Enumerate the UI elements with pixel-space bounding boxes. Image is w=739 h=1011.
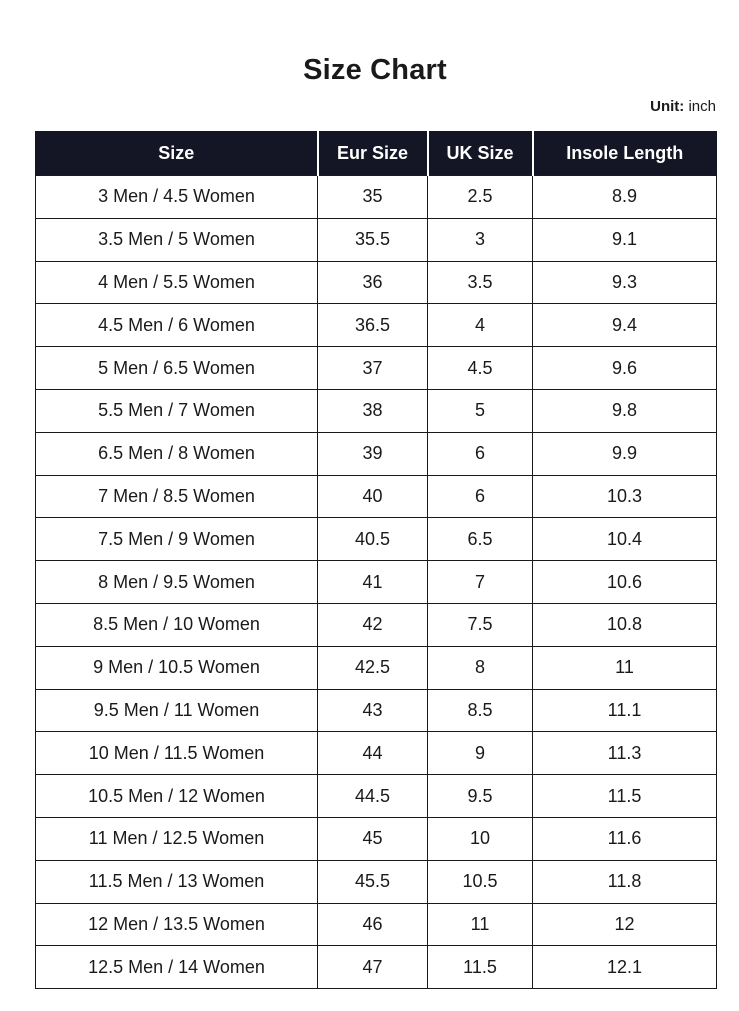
cell-insole-length: 9.6 (533, 347, 717, 390)
cell-eur-size: 43 (318, 689, 428, 732)
size-chart-table (35, 131, 717, 989)
table-row (36, 261, 717, 304)
cell-eur-size: 36.5 (318, 304, 428, 347)
cell-uk-size: 4 (428, 304, 533, 347)
table-row (36, 518, 717, 561)
cell-eur-size: 42 (318, 603, 428, 646)
header-insole-length: Insole Length (533, 132, 717, 176)
table-header-row (36, 132, 717, 176)
cell-insole-length: 11.3 (533, 732, 717, 775)
cell-size: 8.5 Men / 10 Women (36, 603, 318, 646)
cell-insole-length: 11.5 (533, 775, 717, 818)
cell-size: 12.5 Men / 14 Women (36, 946, 318, 989)
cell-uk-size: 8 (428, 646, 533, 689)
cell-insole-length: 10.6 (533, 561, 717, 604)
cell-eur-size: 47 (318, 946, 428, 989)
cell-insole-length: 11.6 (533, 817, 717, 860)
cell-size: 6.5 Men / 8 Women (36, 432, 318, 475)
cell-eur-size: 45 (318, 817, 428, 860)
cell-size: 11.5 Men / 13 Women (36, 860, 318, 903)
cell-insole-length: 8.9 (533, 176, 717, 219)
cell-size: 10 Men / 11.5 Women (36, 732, 318, 775)
cell-uk-size: 6 (428, 432, 533, 475)
cell-insole-length: 9.3 (533, 261, 717, 304)
cell-uk-size: 7.5 (428, 603, 533, 646)
cell-uk-size: 9 (428, 732, 533, 775)
table-row (36, 732, 717, 775)
table-row (36, 775, 717, 818)
cell-uk-size: 2.5 (428, 176, 533, 219)
cell-eur-size: 42.5 (318, 646, 428, 689)
cell-uk-size: 8.5 (428, 689, 533, 732)
cell-eur-size: 44 (318, 732, 428, 775)
cell-eur-size: 40.5 (318, 518, 428, 561)
header-size: Size (36, 132, 318, 176)
unit-label: Unit: (650, 98, 685, 115)
cell-size: 3 Men / 4.5 Women (36, 176, 318, 219)
cell-size: 3.5 Men / 5 Women (36, 218, 318, 261)
cell-uk-size: 4.5 (428, 347, 533, 390)
table-row (36, 946, 717, 989)
cell-eur-size: 44.5 (318, 775, 428, 818)
cell-eur-size: 46 (318, 903, 428, 946)
table-row (36, 347, 717, 390)
cell-uk-size: 6.5 (428, 518, 533, 561)
cell-insole-length: 10.3 (533, 475, 717, 518)
table-row (36, 860, 717, 903)
cell-size: 7 Men / 8.5 Women (36, 475, 318, 518)
cell-size: 9 Men / 10.5 Women (36, 646, 318, 689)
header-eur-size: Eur Size (318, 132, 428, 176)
cell-uk-size: 3 (428, 218, 533, 261)
cell-size: 4.5 Men / 6 Women (36, 304, 318, 347)
cell-size: 7.5 Men / 9 Women (36, 518, 318, 561)
cell-uk-size: 5 (428, 389, 533, 432)
cell-uk-size: 10 (428, 817, 533, 860)
table-row (36, 389, 717, 432)
table-row (36, 646, 717, 689)
cell-insole-length: 10.4 (533, 518, 717, 561)
cell-size: 4 Men / 5.5 Women (36, 261, 318, 304)
cell-insole-length: 12.1 (533, 946, 717, 989)
table-row (36, 218, 717, 261)
cell-insole-length: 9.9 (533, 432, 717, 475)
cell-size: 12 Men / 13.5 Women (36, 903, 318, 946)
cell-eur-size: 36 (318, 261, 428, 304)
cell-eur-size: 38 (318, 389, 428, 432)
cell-eur-size: 39 (318, 432, 428, 475)
cell-uk-size: 7 (428, 561, 533, 604)
cell-insole-length: 11.8 (533, 860, 717, 903)
cell-insole-length: 9.4 (533, 304, 717, 347)
cell-uk-size: 11 (428, 903, 533, 946)
header-uk-size: UK Size (428, 132, 533, 176)
cell-insole-length: 10.8 (533, 603, 717, 646)
cell-size: 9.5 Men / 11 Women (36, 689, 318, 732)
cell-insole-length: 9.8 (533, 389, 717, 432)
cell-uk-size: 11.5 (428, 946, 533, 989)
cell-insole-length: 9.1 (533, 218, 717, 261)
cell-eur-size: 35.5 (318, 218, 428, 261)
table-row (36, 903, 717, 946)
table-row (36, 603, 717, 646)
cell-size: 8 Men / 9.5 Women (36, 561, 318, 604)
cell-eur-size: 35 (318, 176, 428, 219)
cell-eur-size: 40 (318, 475, 428, 518)
table-row (36, 304, 717, 347)
page-title: Size Chart (303, 54, 447, 86)
table-row (36, 432, 717, 475)
cell-size: 11 Men / 12.5 Women (36, 817, 318, 860)
cell-uk-size: 3.5 (428, 261, 533, 304)
table-row (36, 561, 717, 604)
cell-insole-length: 11 (533, 646, 717, 689)
cell-size: 5.5 Men / 7 Women (36, 389, 318, 432)
cell-eur-size: 37 (318, 347, 428, 390)
unit-note (650, 98, 716, 115)
cell-uk-size: 9.5 (428, 775, 533, 818)
table-row (36, 475, 717, 518)
cell-insole-length: 12 (533, 903, 717, 946)
unit-value: inch (688, 98, 716, 115)
cell-size: 10.5 Men / 12 Women (36, 775, 318, 818)
cell-eur-size: 45.5 (318, 860, 428, 903)
cell-eur-size: 41 (318, 561, 428, 604)
cell-size: 5 Men / 6.5 Women (36, 347, 318, 390)
table-row (36, 689, 717, 732)
table-row (36, 817, 717, 860)
table-body (36, 176, 717, 989)
cell-uk-size: 6 (428, 475, 533, 518)
table-row (36, 176, 717, 219)
cell-insole-length: 11.1 (533, 689, 717, 732)
cell-uk-size: 10.5 (428, 860, 533, 903)
